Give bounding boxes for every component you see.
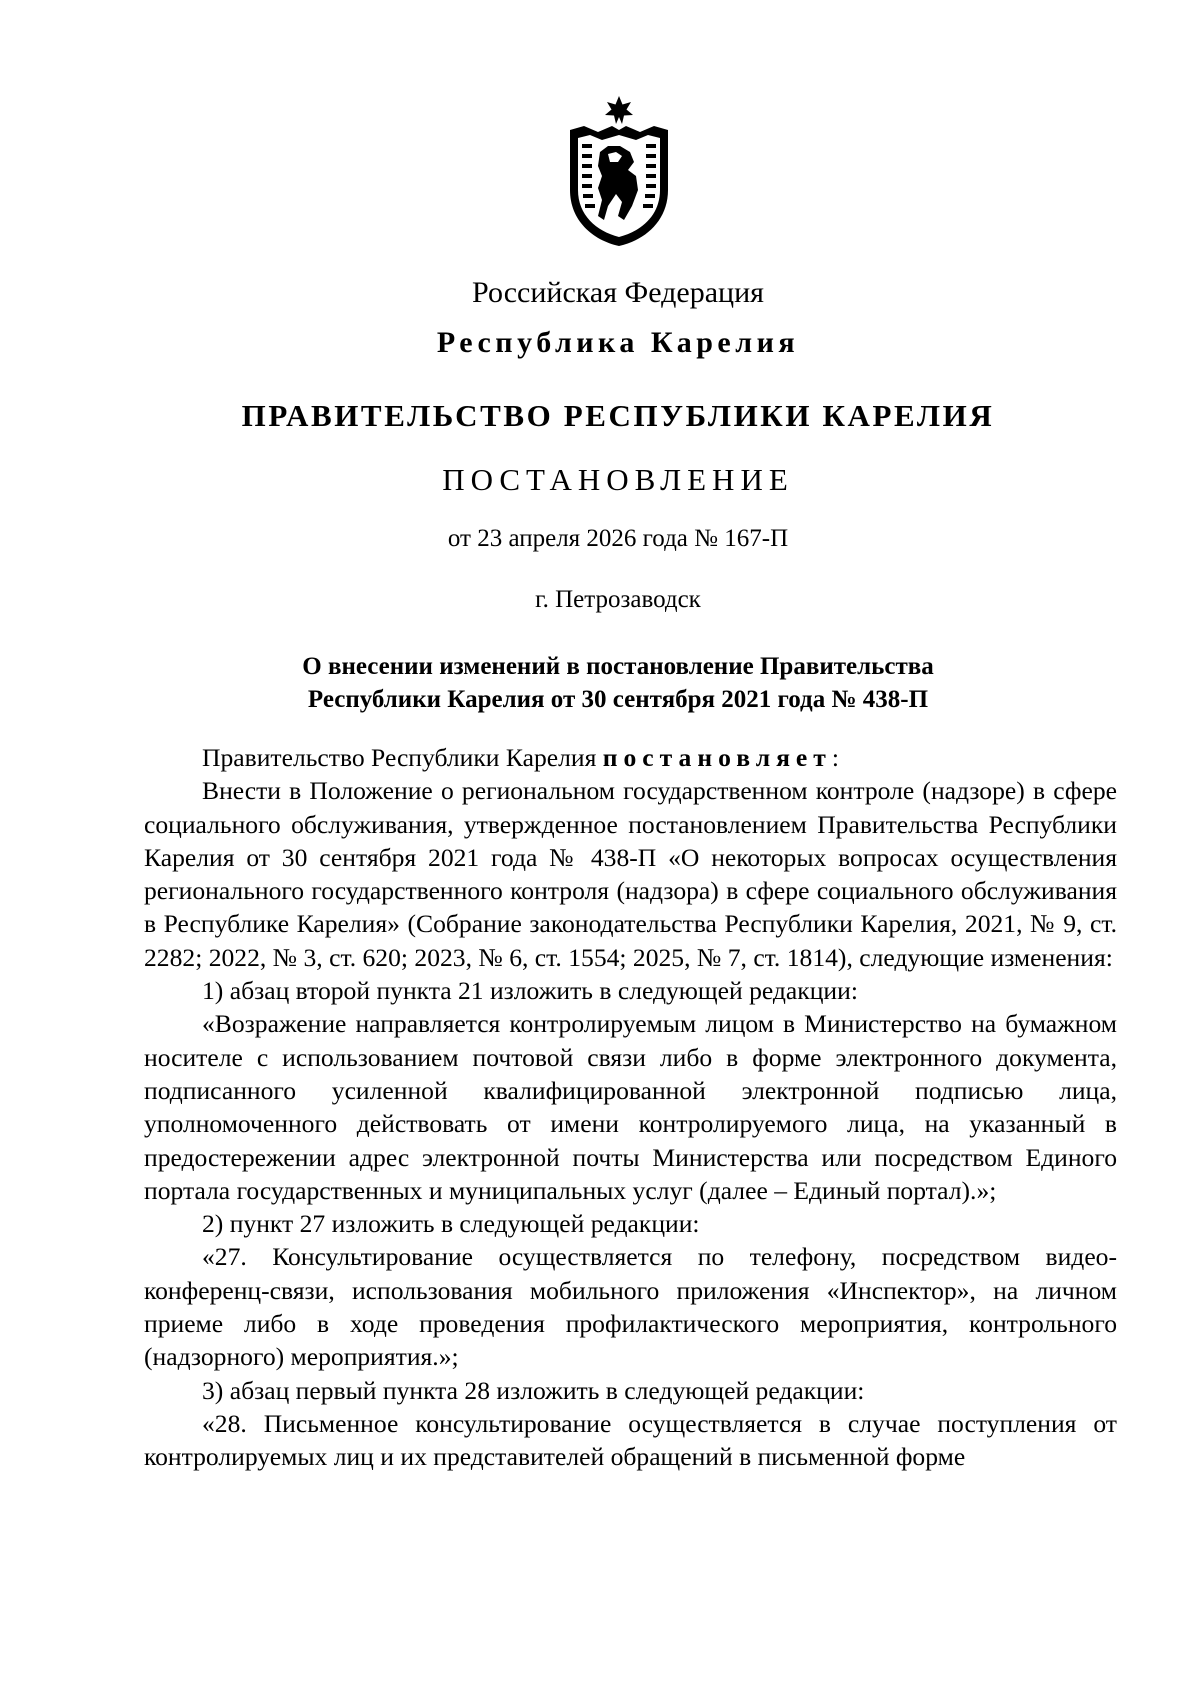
subject-line-1: О внесении изменений в постановление Правительства <box>302 653 934 680</box>
document-body <box>144 741 1117 1474</box>
karelia-coat-of-arms-icon <box>564 96 674 248</box>
intro-prefix: Правительство Республики Карелия <box>202 743 603 772</box>
paragraph-3: «Возражение направляется контролируемым лицом в Министерство на бумажном носителе с использованием почтовой связи либо в форме электронного документа, подписанного усиленной квалифицированной электронной подписью лица, уполномоченного действовать от имени контролируемого лица, на указанный в предостережении адрес электронной почты Министерства или посредством Единого портала государственных и муниципальных услуг (далее – Единый портал).»; <box>144 1009 1117 1205</box>
intro-paragraph <box>144 741 1117 774</box>
government-title: ПРАВИТЕЛЬСТВО РЕСПУБЛИКИ КАРЕЛИЯ <box>241 398 995 433</box>
intro-verb: постановляет <box>602 743 832 772</box>
republic-name: Республика Карелия <box>436 326 800 359</box>
intro-suffix: : <box>831 743 839 772</box>
paragraph-1: Внести в Положение о региональном государственном контроле (надзоре) в сфере социального обслуживания, утвержденное постановлением Правительства Республики Карелия от 30 сентября 2021 года № 438-П «О некоторых вопросах осуществления регионального государственного контроля (надзора) в сфере социального обслуживания в Республике Карелия» (Собрание законодательства Республики Карелия, 2021, № 9, ст. 2282; 2022, № 3, ст. 620; 2023, № 6, ст. 1554; 2025, № 7, ст. 1814), следующие изменения: <box>144 776 1117 972</box>
document-subject <box>0 650 1200 716</box>
document-city: г. Петрозаводск <box>535 586 701 613</box>
document-date-number: от 23 апреля 2026 года № 167-П <box>447 525 789 552</box>
subject-line-2: Республики Карелия от 30 сентября 2021 года № 438-П <box>307 686 929 713</box>
document-type: ПОСТАНОВЛЕНИЕ <box>442 462 794 497</box>
paragraph-6: 3) абзац первый пункта 28 изложить в следующей редакции: <box>202 1375 865 1405</box>
paragraph-5: «27. Консультирование осуществляется по телефону, посредством видео-конференц-связи, использования мобильного приложения «Инспектор», на личном приеме либо в ходе проведения профилактического мероприятия, контрольного (надзорного) мероприятия.»; <box>144 1242 1117 1372</box>
paragraph-7: «28. Письменное консультирование осуществляется в случае поступления от контролируемых лиц и их представителей обращений в письменной форме <box>144 1408 1117 1472</box>
country-name: Российская Федерация <box>472 276 764 309</box>
paragraph-2: 1) абзац второй пункта 21 изложить в следующей редакции: <box>202 976 858 1006</box>
paragraph-4: 2) пункт 27 изложить в следующей редакции: <box>202 1209 700 1239</box>
